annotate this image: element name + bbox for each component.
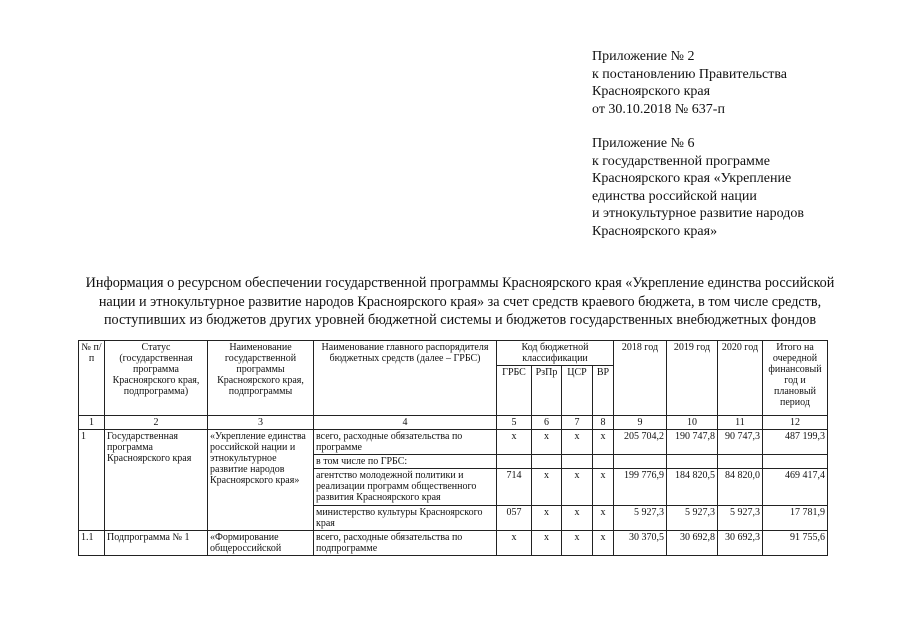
row-description: всего, расходные обязательства по программе xyxy=(314,430,497,455)
header-code-group: Код бюджетной классификации xyxy=(497,341,614,366)
cell-vr xyxy=(593,455,614,469)
cell-vr: х xyxy=(593,469,614,506)
cell-2019: 5 927,3 xyxy=(667,506,718,531)
header-rzpr: РзПр xyxy=(532,366,562,416)
cell-2018: 5 927,3 xyxy=(614,506,667,531)
cell-csr: х xyxy=(562,430,593,455)
cell-rzpr: х xyxy=(532,469,562,506)
cell-csr: х xyxy=(562,506,593,531)
cell-2019: 30 692,8 xyxy=(667,531,718,556)
cell-grbs: 714 xyxy=(497,469,532,506)
header-row xyxy=(79,341,828,366)
column-number: 1 xyxy=(79,416,105,430)
appendix-line: единства российской нации xyxy=(592,188,757,204)
header-2018: 2018 год xyxy=(614,341,667,416)
cell-csr: х xyxy=(562,469,593,506)
document-title xyxy=(40,274,880,330)
title-line: нации и этнокультурное развитие народов Красноярского края» за счет средств краевого бюджета, в том числе средств, xyxy=(98,293,822,310)
header-vr: ВР xyxy=(593,366,614,416)
column-number: 8 xyxy=(593,416,614,430)
appendix-6-header xyxy=(592,135,804,240)
cell-grbs: х xyxy=(497,430,532,455)
header-total: Итого на очередной финансовый год и плановый период xyxy=(763,341,828,416)
table-row xyxy=(79,531,828,556)
table-row xyxy=(79,430,828,455)
cell-2020 xyxy=(718,455,763,469)
header-grbs-name: Наименование главного распорядителя бюджетных средств (далее – ГРБС) xyxy=(314,341,497,416)
cell-vr: х xyxy=(593,430,614,455)
appendix-line: Красноярского края» xyxy=(592,223,718,239)
cell-2020: 84 820,0 xyxy=(718,469,763,506)
cell-total: 91 755,6 xyxy=(763,531,828,556)
appendix-line: Приложение № 2 xyxy=(592,49,695,64)
header-num: № п/п xyxy=(79,341,105,416)
appendix-line: и этнокультурное развитие народов xyxy=(592,206,804,221)
resource-table xyxy=(78,340,828,556)
column-number: 4 xyxy=(314,416,497,430)
cell-rzpr: х xyxy=(532,506,562,531)
column-number: 2 xyxy=(105,416,208,430)
cell-2020: 5 927,3 xyxy=(718,506,763,531)
column-number: 7 xyxy=(562,416,593,430)
cell-grbs xyxy=(497,455,532,469)
cell-csr: х xyxy=(562,531,593,556)
cell-rzpr: х xyxy=(532,531,562,556)
cell-csr xyxy=(562,455,593,469)
column-numbers-row xyxy=(79,416,828,430)
row-description: в том числе по ГРБС: xyxy=(314,455,497,469)
row-description: агентство молодежной политики и реализации программ общественного развития Красноярского края xyxy=(314,469,497,506)
cell-grbs: х xyxy=(497,531,532,556)
cell-grbs: 057 xyxy=(497,506,532,531)
cell-total xyxy=(763,455,828,469)
row-description: всего, расходные обязательства по подпрограмме xyxy=(314,531,497,556)
header-2020: 2020 год xyxy=(718,341,763,416)
row-description: министерство культуры Красноярского края xyxy=(314,506,497,531)
cell-vr: х xyxy=(593,531,614,556)
cell-2018: 199 776,9 xyxy=(614,469,667,506)
cell-2019 xyxy=(667,455,718,469)
column-number: 9 xyxy=(614,416,667,430)
cell-2020: 90 747,3 xyxy=(718,430,763,455)
title-line: Информация о ресурсном обеспечении государственной программы Красноярского края «Укрепление единства российской xyxy=(85,275,835,291)
header-grbs: ГРБС xyxy=(497,366,532,416)
column-number: 3 xyxy=(208,416,314,430)
cell-rzpr xyxy=(532,455,562,469)
cell-2019: 190 747,8 xyxy=(667,430,718,455)
row-num: 1 xyxy=(79,430,105,531)
column-number: 12 xyxy=(763,416,828,430)
row-program-name: «Укрепление единства российской нации и этнокультурное развитие народов Красноярского края» xyxy=(208,430,314,531)
cell-vr: х xyxy=(593,506,614,531)
cell-2018: 205 704,2 xyxy=(614,430,667,455)
appendix-line: к постановлению Правительства xyxy=(592,66,788,82)
cell-2020: 30 692,3 xyxy=(718,531,763,556)
row-num: 1.1 xyxy=(79,531,105,556)
appendix-line: Красноярского края xyxy=(592,84,711,99)
cell-2019: 184 820,5 xyxy=(667,469,718,506)
title-line: поступивших из бюджетов других уровней бюджетной системы и бюджетов государственных внебюджетных фондов xyxy=(103,312,817,328)
header-status: Статус (государственная программа Красноярского края, подпрограмма) xyxy=(105,341,208,416)
appendix-line: Приложение № 6 xyxy=(592,136,695,151)
appendix-2-header xyxy=(592,48,787,118)
appendix-line: к государственной программе xyxy=(592,153,770,169)
row-program-name: «Формирование общероссийской xyxy=(208,531,314,556)
column-number: 5 xyxy=(497,416,532,430)
header-name: Наименование государственной программы Красноярского края, подпрограммы xyxy=(208,341,314,416)
cell-rzpr: х xyxy=(532,430,562,455)
cell-total: 17 781,9 xyxy=(763,506,828,531)
cell-total: 487 199,3 xyxy=(763,430,828,455)
header-2019: 2019 год xyxy=(667,341,718,416)
appendix-line: от 30.10.2018 № 637-п xyxy=(592,101,725,117)
column-number: 11 xyxy=(718,416,763,430)
appendix-line: Красноярского края «Укрепление xyxy=(592,171,792,186)
row-status: Подпрограмма № 1 xyxy=(105,531,208,556)
cell-total: 469 417,4 xyxy=(763,469,828,506)
header-csr: ЦСР xyxy=(562,366,593,416)
cell-2018 xyxy=(614,455,667,469)
cell-2018: 30 370,5 xyxy=(614,531,667,556)
row-status: Государственная программа Красноярского края xyxy=(105,430,208,531)
column-number: 10 xyxy=(667,416,718,430)
column-number: 6 xyxy=(532,416,562,430)
